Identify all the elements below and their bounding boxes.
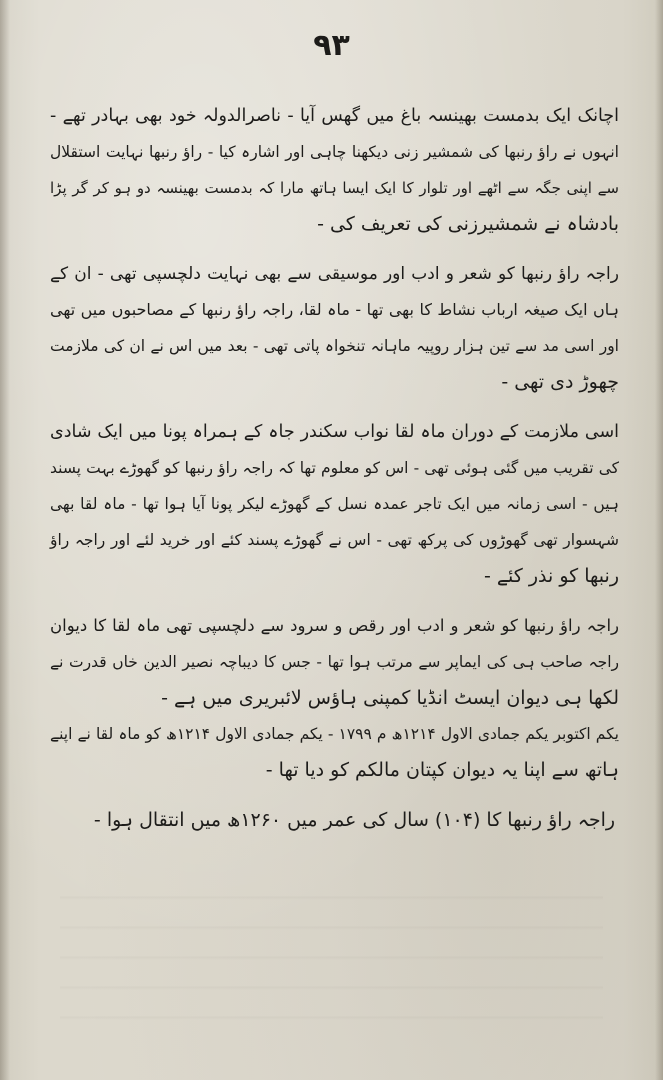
paragraph-5: [50, 802, 619, 838]
paragraph-1: [50, 98, 619, 242]
page-edge-shadow-right: [655, 0, 663, 1080]
text-line: یکم اکتوبر یکم جمادی الاول ۱۲۱۴ھ م ۱۷۹۹ - یکم جمادی الاول ۱۲۱۴ھ کو ماہ لقا نے اپنے: [50, 725, 619, 743]
text-line: اچانک ایک بدمست بھینسہ باغ میں گھس آیا - ناصرالدولہ خود بھی بہادر تھے -: [50, 106, 619, 126]
paragraph-4: [50, 608, 619, 788]
text-line: بادشاہ نے شمشیرزنی کی تعریف کی -: [317, 213, 619, 235]
text-line: ہاتھ سے اپنا یہ دیوان کپتان مالکم کو دیا تھا -: [265, 759, 619, 781]
text-line: انہوں نے راؤ رنبھا کی شمشیر زنی دیکھنا چاہی اور اشارہ کیا - راؤ رنبھا نہایت استقلال: [50, 143, 619, 161]
text-line: راجہ راؤ رنبھا کو شعر و ادب اور موسیقی سے بھی نہایت دلچسپی تھی - ان کے: [50, 264, 619, 284]
text-line: رنبھا کو نذر کئے -: [484, 565, 619, 587]
text-line: راجہ صاحب ہی کی ایماپر سے مرتب ہوا تھا - جس کا دیباچہ نصیر الدین خاں قدرت نے: [50, 653, 619, 671]
text-line: چھوڑ دی تھی -: [501, 371, 619, 393]
text-line: اسی ملازمت کے دوران ماہ لقا نواب سکندر جاہ کے ہمراہ پونا میں ایک شادی: [50, 422, 619, 442]
text-line: لکھا ہی دیوان ایسٹ انڈیا کمپنی ہاؤس لائبریری میں ہے -: [161, 687, 619, 709]
text-line: اور اسی مد سے تین ہزار روپیہ ماہانہ تنخواہ پاتی تھی - بعد میں اس نے ان کی ملازمت: [50, 337, 619, 355]
page-edge-shadow-left: [0, 0, 10, 1080]
text-line: کی تقریب میں گئی ہوئی تھی - اس کو معلوم تھا کہ راجہ راؤ رنبھا کو گھوڑے بہت پسند: [50, 459, 619, 477]
text-line: شہسوار تھی گھوڑوں کی پرکھ تھی - اس نے گھوڑے پسند کئے اور خرید لئے اور راجہ راؤ: [50, 531, 619, 549]
text-line: راجہ راؤ رنبھا کا (۱۰۴) سال کی عمر میں ۱۲۶۰ھ میں انتقال ہوا -: [93, 809, 616, 831]
text-line: ہیں - اسی زمانہ میں ایک تاجر عمدہ نسل کے گھوڑے لیکر پونا آیا ہوا تھا - ماہ لقا بھی: [50, 495, 619, 513]
page-body: [50, 98, 619, 852]
paragraph-3: [50, 414, 619, 594]
paragraph-2: [50, 256, 619, 400]
text-line: سے اپنی جگہ سے اٹھے اور تلوار کا ایک ایسا ہاتھ مارا کہ بدمست بھینسہ دو ہو کر گر پڑا: [50, 179, 619, 197]
text-line: ہاں ایک صیغہ ارباب نشاط کا بھی تھا - ماہ لقا، راجہ راؤ رنبھا کے مصاحبوں میں تھی: [50, 300, 619, 319]
page-number: ۹۳: [313, 28, 350, 63]
text-line: راجہ راؤ رنبھا کو شعر و ادب اور رقص و سرود سے دلچسپی تھی ماہ لقا کا دیوان: [50, 616, 619, 635]
bleed-through-texture: [60, 870, 603, 1030]
